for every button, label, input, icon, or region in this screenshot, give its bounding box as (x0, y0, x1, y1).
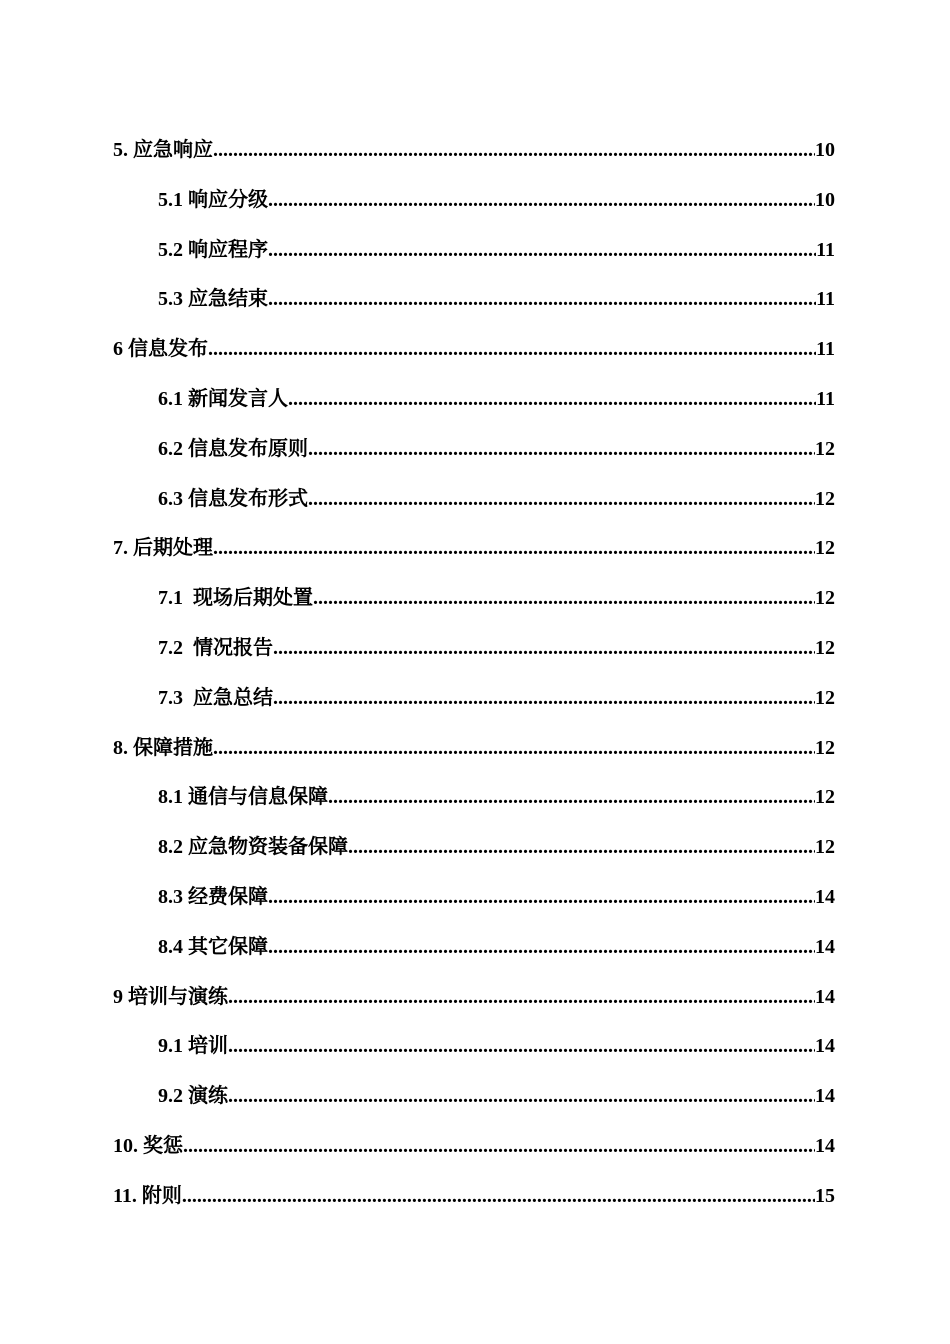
toc-dot-leader (268, 923, 815, 973)
toc-entry-title: 7. 后期处理 (113, 537, 213, 560)
toc-entry-title: 8.2 应急物资装备保障 (158, 836, 348, 859)
toc-entry[interactable] (0, 823, 950, 873)
toc-entry[interactable] (0, 1172, 950, 1222)
toc-page-number: 11 (816, 387, 835, 410)
toc-entry-title: 10. 奖惩 (113, 1134, 183, 1157)
toc-page-number: 12 (815, 437, 835, 460)
toc-page-number: 11 (816, 338, 835, 361)
toc-dot-leader (213, 524, 815, 574)
toc-dot-leader (228, 1072, 815, 1122)
toc-dot-leader (328, 773, 815, 823)
toc-page-number: 15 (815, 1184, 835, 1207)
toc-entry[interactable] (0, 923, 950, 973)
toc-dot-leader (268, 226, 816, 276)
toc-entry[interactable] (0, 176, 950, 226)
toc-page-number: 12 (815, 487, 835, 510)
toc-entry[interactable] (0, 524, 950, 574)
toc-page-number: 14 (815, 1035, 835, 1058)
toc-entry-title: 5.2 响应程序 (158, 238, 268, 261)
toc-dot-leader (308, 475, 815, 525)
toc-entry[interactable] (0, 375, 950, 425)
toc-page-number: 10 (815, 188, 835, 211)
toc-entry[interactable] (0, 425, 950, 475)
toc-entry[interactable] (0, 773, 950, 823)
toc-dot-leader (182, 1172, 815, 1222)
toc-entry[interactable] (0, 1022, 950, 1072)
toc-entry[interactable] (0, 1122, 950, 1172)
toc-entry-title: 5.1 响应分级 (158, 188, 268, 211)
toc-entry[interactable] (0, 724, 950, 774)
toc-entry[interactable] (0, 873, 950, 923)
toc-entry[interactable] (0, 674, 950, 724)
toc-entry[interactable] (0, 624, 950, 674)
toc-page-number: 12 (815, 736, 835, 759)
toc-entry-title: 9 培训与演练 (113, 985, 228, 1008)
toc-entry-title: 6 信息发布 (113, 338, 208, 361)
toc-entry[interactable] (0, 973, 950, 1023)
toc-dot-leader (273, 624, 815, 674)
toc-entry-title: 8. 保障措施 (113, 736, 213, 759)
toc-dot-leader (348, 823, 815, 873)
toc-entry-title: 8.1 通信与信息保障 (158, 786, 328, 809)
toc-dot-leader (268, 275, 816, 325)
toc-page-number: 12 (815, 587, 835, 610)
toc-page-number: 14 (815, 1085, 835, 1108)
toc-entry-title: 7.3 应急总结 (158, 686, 273, 709)
toc-entry-title: 6.1 新闻发言人 (158, 387, 288, 410)
toc-dot-leader (213, 126, 815, 176)
toc-dot-leader (228, 1022, 815, 1072)
toc-dot-leader (268, 176, 815, 226)
toc-page-number: 11 (816, 288, 835, 311)
toc-entry-title: 6.3 信息发布形式 (158, 487, 308, 510)
toc-page-number: 12 (815, 836, 835, 859)
toc-page-number: 14 (815, 885, 835, 908)
toc-dot-leader (183, 1122, 815, 1172)
toc-page-number: 12 (815, 786, 835, 809)
toc-entry-title: 9.2 演练 (158, 1085, 228, 1108)
toc-entry[interactable] (0, 1072, 950, 1122)
toc-entry-title: 5.3 应急结束 (158, 288, 268, 311)
toc-entry-title: 8.4 其它保障 (158, 935, 268, 958)
toc-page-number: 12 (815, 636, 835, 659)
toc-dot-leader (288, 375, 816, 425)
toc-dot-leader (208, 325, 816, 375)
toc-entry-title: 11. 附则 (113, 1184, 182, 1207)
toc-entry[interactable] (0, 475, 950, 525)
toc-entry-title: 7.1 现场后期处置 (158, 587, 313, 610)
toc-entry-title: 9.1 培训 (158, 1035, 228, 1058)
toc-entry[interactable] (0, 126, 950, 176)
toc-entry-title: 7.2 情况报告 (158, 636, 273, 659)
toc-dot-leader (313, 574, 815, 624)
toc-page-number: 10 (815, 139, 835, 161)
toc-dot-leader (268, 873, 815, 923)
toc-page-number: 14 (815, 935, 835, 958)
toc-dot-leader (273, 674, 815, 724)
toc-page-number: 14 (815, 1134, 835, 1157)
toc-entry[interactable] (0, 325, 950, 375)
toc-entry[interactable] (0, 275, 950, 325)
toc-page-number: 14 (815, 985, 835, 1008)
toc-dot-leader (213, 724, 815, 774)
table-of-contents (0, 126, 950, 1222)
toc-dot-leader (308, 425, 815, 475)
toc-page-number: 11 (816, 238, 835, 261)
toc-entry[interactable] (0, 574, 950, 624)
toc-entry-title: 5. 应急响应 (113, 139, 213, 161)
toc-entry-title: 6.2 信息发布原则 (158, 437, 308, 460)
toc-entry[interactable] (0, 226, 950, 276)
toc-entry-title: 8.3 经费保障 (158, 885, 268, 908)
toc-dot-leader (228, 973, 815, 1023)
toc-page-number: 12 (815, 686, 835, 709)
toc-page-number: 12 (815, 537, 835, 560)
